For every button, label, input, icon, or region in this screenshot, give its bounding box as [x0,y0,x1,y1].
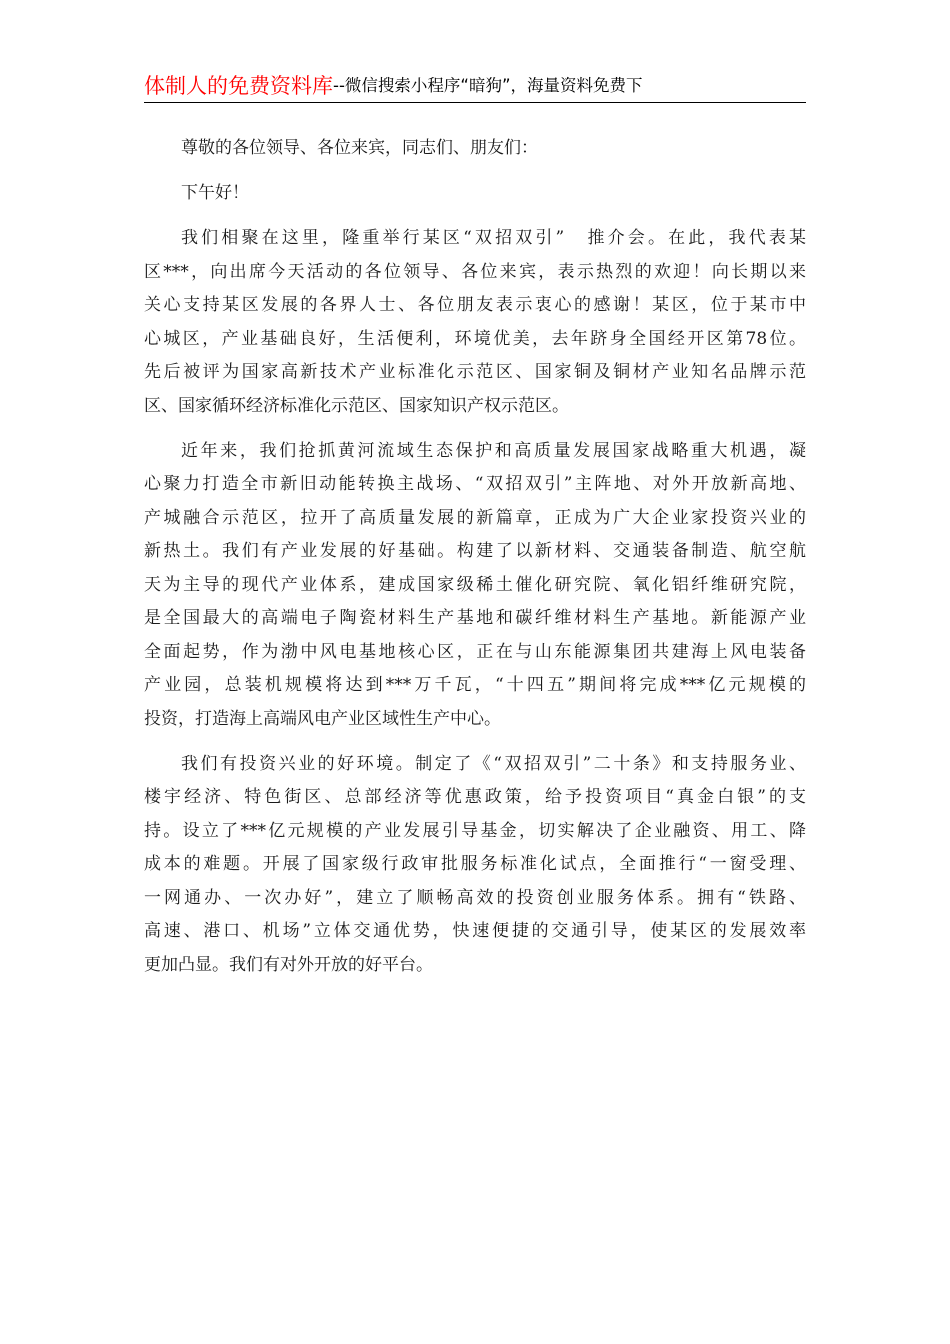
text-line: 心城区，产业基础良好，生活便利，环境优美，去年跻身全国经开区第78位。 [144,328,806,349]
text-line: 尊敬的各位领导、各位来宾，同志们、朋友们： [181,138,538,158]
paragraph-greeting [144,177,806,211]
text-line: 先后被评为国家高新技术产业标准化示范区、国家铜及铜材产业知名品牌示范 [144,362,806,382]
text-line: 楼宇经济、特色街区、总部经济等优惠政策，给予投资项目“真金白银”的支 [144,787,806,807]
text-line: 产城融合示范区，拉开了高质量发展的新篇章，正成为广大企业家投资兴业的 [144,507,806,528]
text-line: 区***，向出席今天活动的各位领导、各位来宾，表示热烈的欢迎！向长期以来 [144,261,806,282]
text-line: 关心支持某区发展的各界人士、各位朋友表示衷心的感谢！某区，位于某市中 [144,295,806,315]
page-header [144,70,806,103]
text-line: 新热土。我们有产业发展的好基础。构建了以新材料、交通装备制造、航空航 [144,541,806,561]
text-line: 产业园，总装机规模将达到***万千瓦，“十四五”期间将完成***亿元规模的 [144,675,806,695]
text-line: 全面起势，作为渤中风电基地核心区，正在与山东能源集团共建海上风电装备 [144,641,806,662]
text-line: 天为主导的现代产业体系，建成国家级稀土催化研究院、氧化铝纤维研究院， [144,574,806,595]
text-line: 近年来，我们抢抓黄河流域生态保护和高质量发展国家战略重大机遇，凝 [181,440,806,461]
text-line: 下午好！ [181,183,249,203]
paragraph-environment [144,748,806,983]
text-line: 我们相聚在这里，隆重举行某区“双招双引” 推介会。在此，我代表某 [181,228,806,248]
text-line: 持。设立了***亿元规模的产业发展引导基金，切实解决了企业融资、用工、降 [144,820,806,841]
text-line: 高速、港口、机场”立体交通优势，快速便捷的交通引导，使某区的发展效率 [144,921,806,941]
text-line: 心聚力打造全市新旧动能转换主战场、“双招双引”主阵地、对外开放新高地、 [144,474,806,494]
text-line: 我们有投资兴业的好环境。制定了《“双招双引”二十条》和支持服务业、 [181,753,806,774]
text-line: 区、国家循环经济标准化示范区、国家知识产权示范区。 [144,395,569,416]
document-body [144,132,806,982]
paragraph-salutation [144,132,806,166]
text-line: 更加凸显。我们有对外开放的好平台。 [144,954,433,975]
header-brand: 体制人的免费资料库 [144,74,333,98]
header-subtitle: --微信搜索小程序“暗狗”，海量资料免费下 [333,76,643,95]
paragraph-industry [144,435,806,737]
text-line: 投资，打造海上高端风电产业区域性生产中心。 [144,708,501,729]
text-line: 成本的难题。开展了国家级行政审批服务标准化试点，全面推行“一窗受理、 [144,854,806,874]
text-line: 是全国最大的高端电子陶瓷材料生产基地和碳纤维材料生产基地。新能源产业 [144,608,806,628]
paragraph-intro [144,222,806,423]
text-line: 一网通办、一次办好”，建立了顺畅高效的投资创业服务体系。拥有“铁路、 [144,887,806,908]
